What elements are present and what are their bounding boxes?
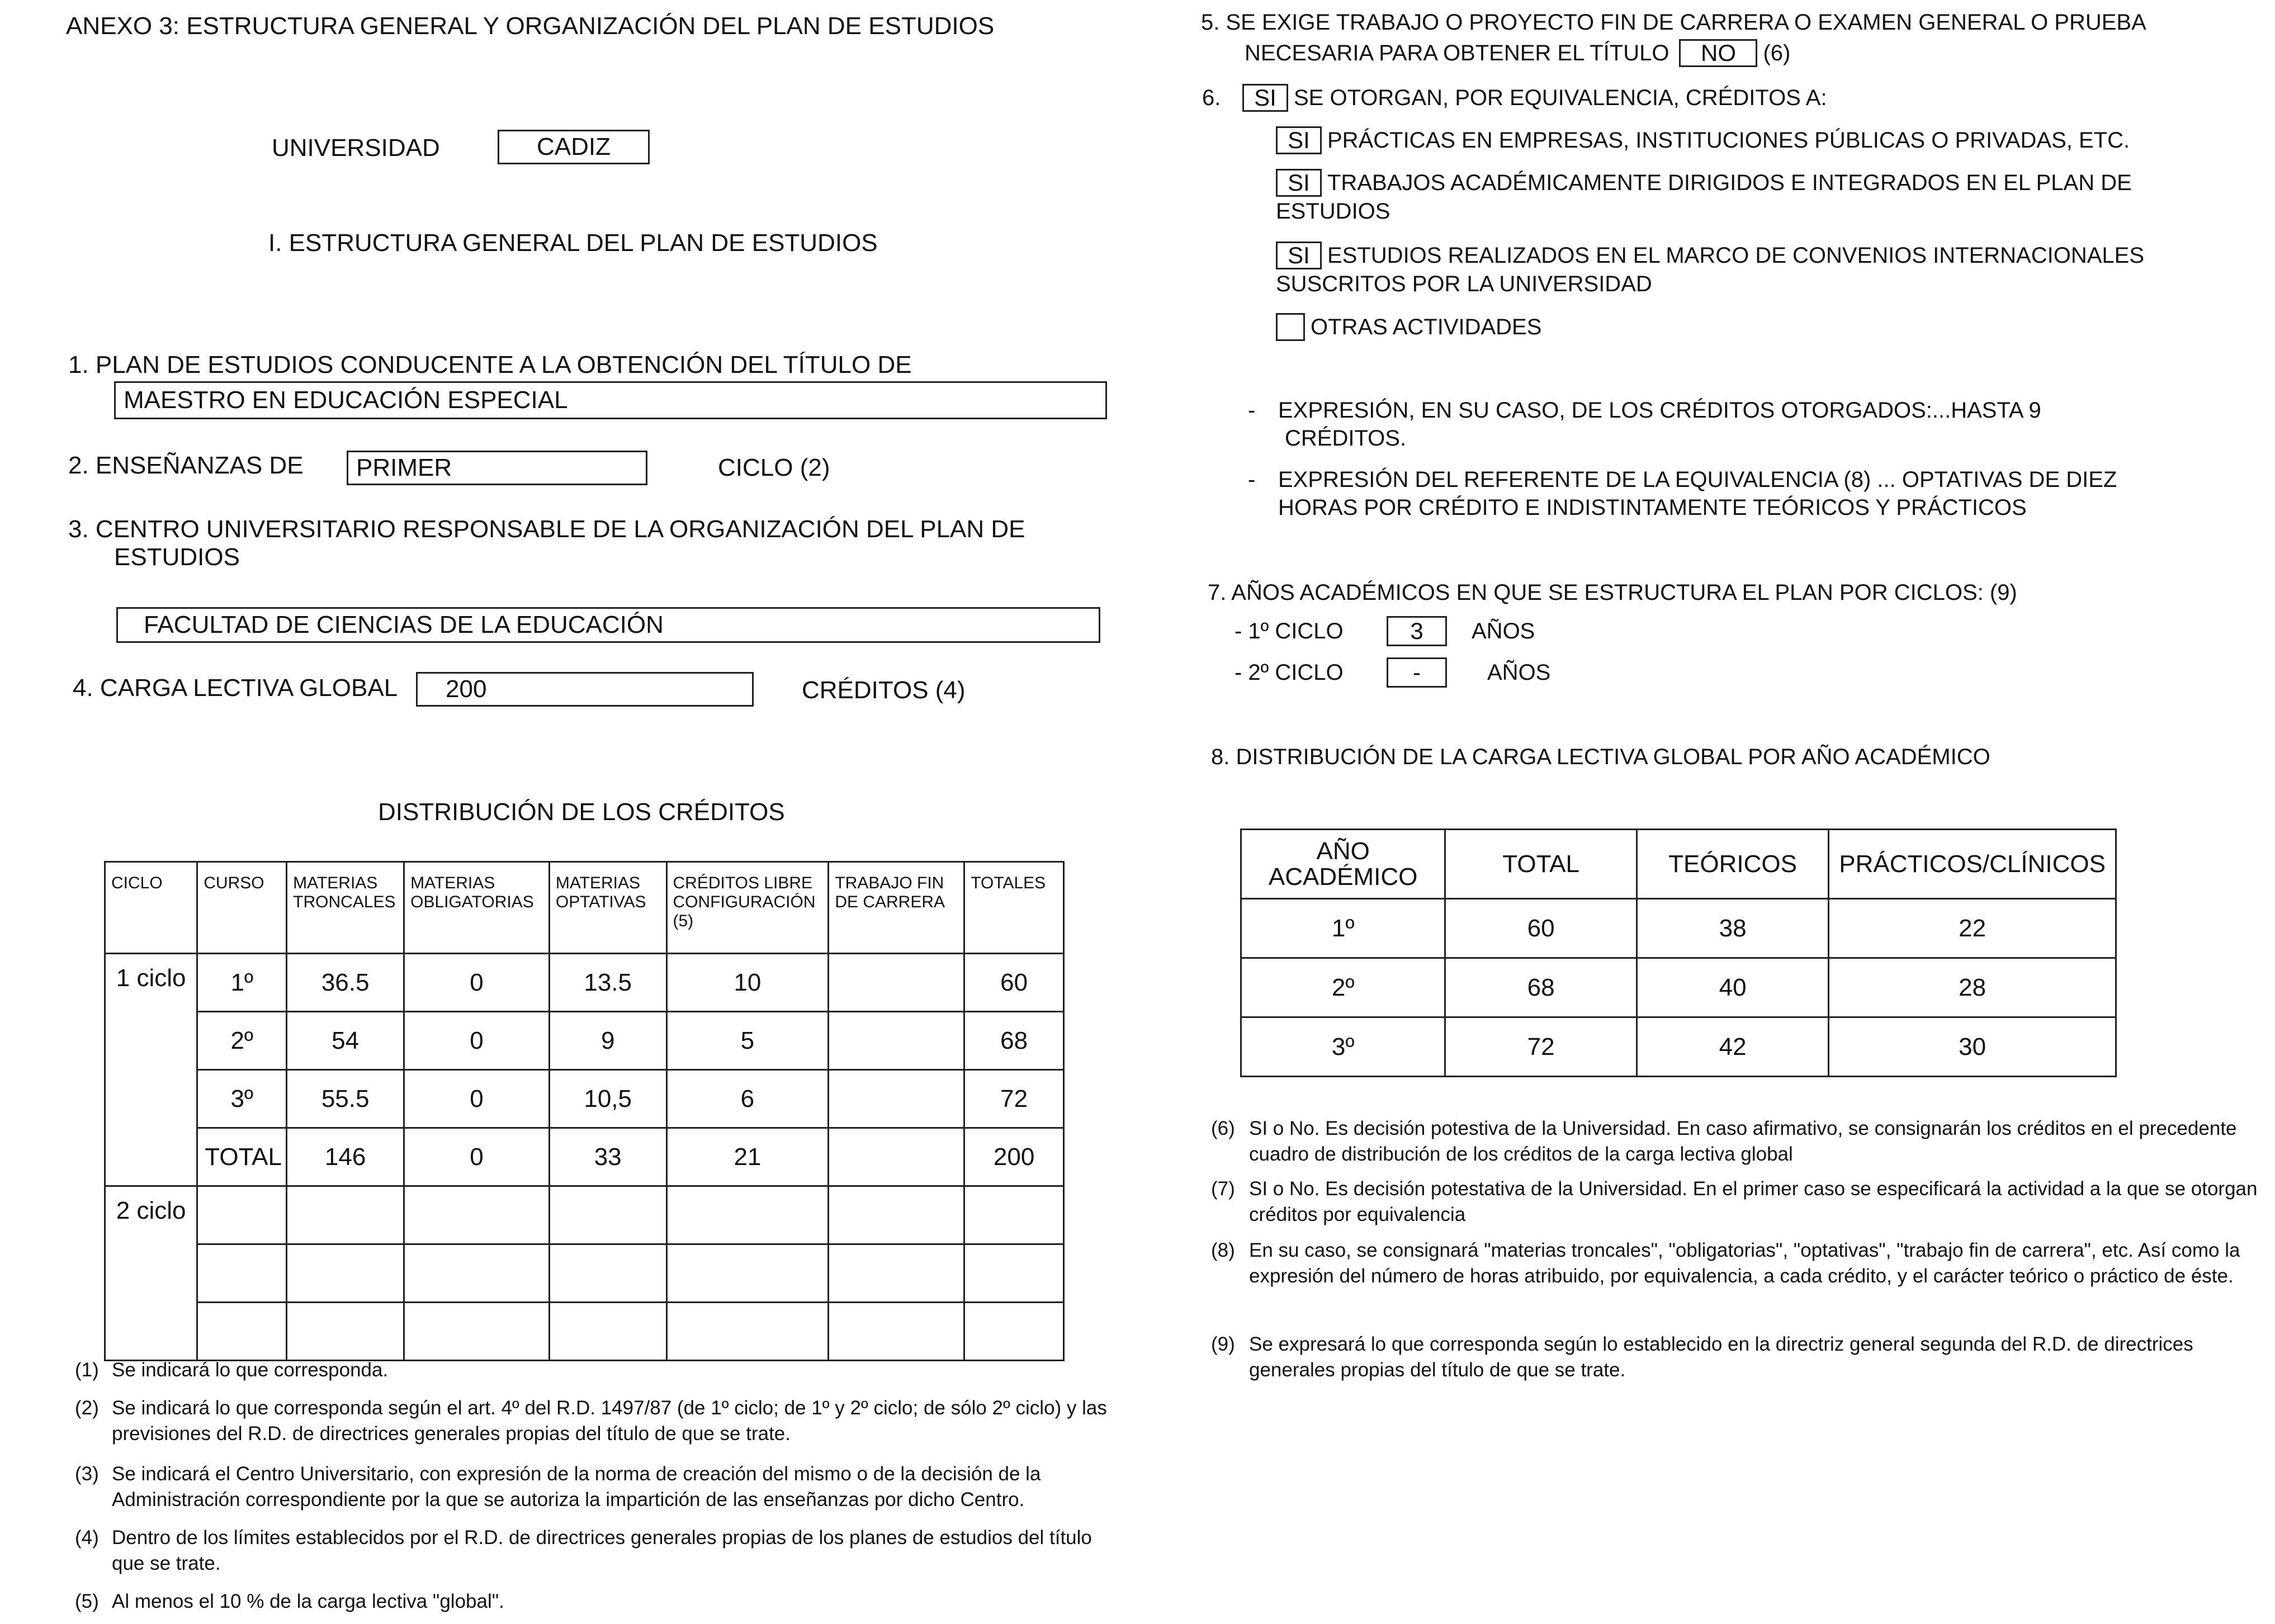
distribution-title: DISTRIBUCIÓN DE LOS CRÉDITOS [378,798,785,826]
table-cell: 21 [666,1128,829,1186]
table-cell: 3º [1241,1017,1445,1077]
equiv-trabajos-field [1276,169,1322,197]
table-cell [829,1012,964,1070]
table-cell [287,1244,404,1303]
expr2-dash: - [1248,467,1256,492]
center-field [116,607,1100,643]
table-cell [829,1244,964,1303]
item5-text: NECESARIA PARA OBTENER EL TÍTULO [1245,40,1669,65]
cycle1-unit: AÑOS [1472,618,1535,643]
table-cell: 55.5 [287,1070,404,1128]
item2-label: 2. ENSEÑANZAS DE [68,452,304,479]
table-cell: 146 [287,1128,404,1186]
credit-load-field [416,672,754,707]
cycle1-label: - 1º CICLO [1235,618,1344,643]
table-row-total [105,1128,1064,1186]
teaching-cycle-value: PRIMER [356,454,452,481]
footnote-number: (5) [75,1590,99,1612]
degree-title-field [114,381,1107,419]
footnote-number: (3) [75,1463,99,1485]
ciclo-1-cell: 1 ciclo [105,954,197,1186]
table-cell: 68 [1445,958,1637,1017]
footnote-7 [1211,1176,2262,1228]
table-cell [964,1303,1064,1361]
expr1-line2: CRÉDITOS. [1285,426,1407,451]
table-cell [829,954,964,1012]
equiv-convenios-label: ESTUDIOS REALIZADOS EN EL MARCO DE CONVENIOS INTERNACIONALES [1327,243,2145,268]
degree-title-value: MAESTRO EN EDUCACIÓN ESPECIAL [124,386,568,414]
equiv-otras-field [1276,313,1305,341]
table-row [105,1244,1064,1303]
credits-table [104,861,1065,1361]
table-cell [287,1303,404,1361]
header-optativas: MATERIAS OPTATIVAS [549,862,666,954]
header-ciclo: CICLO [105,862,197,954]
cycle2-row [1235,657,1550,688]
table-cell: 1º [1241,899,1445,958]
table-row [105,954,1064,1012]
equiv-convenios-label-cont: SUSCRITOS POR LA UNIVERSIDAD [1276,272,1652,296]
equiv-otras [1276,313,1541,341]
table-cell [549,1244,666,1303]
table-cell [197,1244,287,1303]
credits-header-row [105,862,1064,954]
footnote-2 [75,1395,1115,1447]
header-practicos: PRÁCTICOS/CLÍNICOS [1829,830,2116,899]
table-cell: 0 [404,954,550,1012]
table-row [105,1303,1064,1361]
header-totales: TOTALES [964,862,1064,954]
university-value: CADIZ [537,133,611,160]
center-value: FACULTAD DE CIENCIAS DE LA EDUCACIÓN [144,611,664,638]
expr1-dash: - [1248,398,1256,423]
header-total: TOTAL [1445,830,1637,899]
table-row [105,1070,1064,1128]
header-obligatorias: MATERIAS OBLIGATORIAS [404,862,550,954]
footnote-8 [1211,1238,2262,1289]
table-cell [549,1303,666,1361]
table-row [105,1186,1064,1244]
table-cell: 13.5 [549,954,666,1012]
expr1-line1: EXPRESIÓN, EN SU CASO, DE LOS CRÉDITOS OTORGADOS:...HASTA 9 [1278,398,2041,423]
table-cell: 3º [197,1070,287,1128]
item6-row [1202,84,1827,112]
table-cell: 0 [404,1128,550,1186]
table-row [1241,958,2116,1017]
ciclo-2-cell: 2 ciclo [105,1186,197,1361]
item6-label: SE OTORGAN, POR EQUIVALENCIA, CRÉDITOS A: [1294,85,1827,110]
table-cell [197,1186,287,1244]
cycle2-unit: AÑOS [1487,660,1551,685]
table-row [1241,1017,2116,1077]
footnote-text: SI o No. Es decisión potestiva de la Universidad. En caso afirmativo, se consignarán los créditos en el precedente cuadro de distribución de los créditos de la carga lectiva global [1249,1118,2237,1165]
table-cell: 28 [1829,958,2116,1017]
equiv-trabajos [1276,169,2132,197]
table-cell: 42 [1637,1017,1828,1077]
footnote-4 [75,1525,1115,1576]
table-cell [666,1186,829,1244]
cycle2-years-value: - [1413,659,1421,685]
total-label-cell: TOTAL [197,1128,287,1186]
equiv-trabajos-value: SI [1288,169,1310,196]
cycle1-years-field [1387,616,1447,646]
footnote-number: (1) [75,1359,99,1381]
cycle1-row [1235,616,1535,646]
item2-suffix: CICLO (2) [718,454,830,481]
footnote-text: En su caso, se consignará "materias troncales", "obligatorias", "optativas", "trabajo fin de carrera", etc. Así como la expresión del número de horas atribuido, por equivalencia, a cada crédito, y el carácter teórico o práctico de éste. [1249,1239,2240,1287]
equiv-practicas-value: SI [1288,127,1310,153]
table-cell [404,1186,550,1244]
teaching-cycle-field [347,451,647,485]
credit-load-value: 200 [446,675,487,703]
equiv-practicas [1276,126,2130,154]
table-cell: 72 [1445,1017,1637,1077]
university-label: UNIVERSIDAD [272,134,440,162]
table-cell: 60 [1445,899,1637,958]
cycle1-years-value: 3 [1410,618,1423,644]
header-trabajo-fin: TRABAJO FIN DE CARRERA [829,862,964,954]
footnote-number: (7) [1211,1178,1235,1200]
degree-requirement-field [1679,39,1757,67]
table-cell: 30 [1829,1017,2116,1077]
footnote-number: (4) [75,1527,99,1549]
footnote-5 [75,1589,1115,1614]
header-libre-configuracion: CRÉDITOS LIBRE CONFIGURACIÓN (5) [666,862,829,954]
footnote-text: Se indicará lo que corresponda según el art. 4º del R.D. 1497/87 (de 1º ciclo; de 1º y 2º ciclo; de sólo 2º ciclo) y las previsiones del R.D. de directrices generales propias del título de que se trate. [112,1397,1107,1445]
table-cell: 54 [287,1012,404,1070]
equiv-convenios-field [1276,242,1322,269]
cycle2-label: - 2º CICLO [1235,660,1344,685]
table-cell: 200 [964,1128,1064,1186]
item6-number: 6. [1202,85,1221,110]
item3-label-cont: ESTUDIOS [114,543,240,571]
footnote-text: Dentro de los límites establecidos por el R.D. de directrices generales propias de los planes de estudios del título que se trate. [112,1527,1092,1574]
item4-suffix: CRÉDITOS (4) [802,676,966,704]
table-row [1241,899,2116,958]
equiv-practicas-label: PRÁCTICAS EN EMPRESAS, INSTITUCIONES PÚBLICAS O PRIVADAS, ETC. [1327,127,2130,153]
table-cell [829,1186,964,1244]
table-cell [404,1244,550,1303]
footnote-number: (9) [1211,1333,1235,1355]
footnote-text: SI o No. Es decisión potestativa de la Universidad. En el primer caso se especificará la actividad a la que se otorgan créditos por equivalencia [1249,1178,2258,1225]
table-cell [829,1070,964,1128]
degree-requirement-value: NO [1700,40,1736,66]
equiv-otras-label: OTRAS ACTIVIDADES [1311,314,1542,339]
header-curso: CURSO [197,862,287,954]
item5-line1: 5. SE EXIGE TRABAJO O PROYECTO FIN DE CARRERA O EXAMEN GENERAL O PRUEBA [1201,10,2146,35]
item8-label: 8. DISTRIBUCIÓN DE LA CARGA LECTIVA GLOBAL POR AÑO ACADÉMICO [1211,745,1990,769]
table-cell: 22 [1829,899,2116,958]
equiv-convenios-value: SI [1288,242,1310,268]
footnote-text: Al menos el 10 % de la carga lectiva "global". [112,1590,504,1612]
table-cell: 33 [549,1128,666,1186]
table-cell: 10 [666,954,829,1012]
table-cell: 38 [1637,899,1828,958]
table-cell: 0 [404,1012,550,1070]
footnote-text: Se indicará el Centro Universitario, con expresión de la norma de creación del mismo o de la decisión de la Administración correspondiente por la que se autoriza la impartición de las enseñanzas por dicho Centro. [112,1463,1041,1511]
table-cell: 36.5 [287,954,404,1012]
year-distribution-table [1240,828,2117,1077]
table-cell [549,1186,666,1244]
footnote-9 [1211,1332,2262,1383]
table-cell: 2º [197,1012,287,1070]
section-title: I. ESTRUCTURA GENERAL DEL PLAN DE ESTUDIOS [268,229,878,257]
table-cell: 9 [549,1012,666,1070]
header-ano-academico: AÑO ACADÉMICO [1241,830,1445,899]
header-troncales: MATERIAS TRONCALES [287,862,404,954]
year-header-row [1241,830,2116,899]
table-cell: 2º [1241,958,1445,1017]
equiv-practicas-field [1276,126,1322,154]
table-cell: 68 [964,1012,1064,1070]
annex-title: ANEXO 3: ESTRUCTURA GENERAL Y ORGANIZACIÓN DEL PLAN DE ESTUDIOS [66,12,995,40]
table-cell: 1º [197,954,287,1012]
table-cell: 40 [1637,958,1828,1017]
table-cell: 5 [666,1012,829,1070]
cycle2-years-field [1387,657,1447,688]
table-cell [666,1303,829,1361]
table-cell [666,1244,829,1303]
expr2-line1: EXPRESIÓN DEL REFERENTE DE LA EQUIVALENCIA (8) ... OPTATIVAS DE DIEZ [1278,467,2117,492]
table-cell: 72 [964,1070,1064,1128]
header-teoricos: TEÓRICOS [1637,830,1828,899]
item4-label: 4. CARGA LECTIVA GLOBAL [73,674,398,702]
table-cell [404,1303,550,1361]
equivalence-value: SI [1254,84,1276,111]
item5-note: (6) [1763,40,1791,65]
expr2-line2: HORAS POR CRÉDITO E INDISTINTAMENTE TEÓRICOS Y PRÁCTICOS [1278,495,2027,520]
table-cell [964,1186,1064,1244]
footnote-number: (6) [1211,1118,1235,1139]
footnote-text: Se indicará lo que corresponda. [112,1359,389,1381]
item1-label: 1. PLAN DE ESTUDIOS CONDUCENTE A LA OBTENCIÓN DEL TÍTULO DE [68,351,912,378]
item3-label: 3. CENTRO UNIVERSITARIO RESPONSABLE DE LA ORGANIZACIÓN DEL PLAN DE [68,515,1025,543]
item5-line2 [1245,39,1790,67]
footnote-number: (2) [75,1397,99,1419]
table-cell [829,1128,964,1186]
table-row [105,1012,1064,1070]
footnote-number: (8) [1211,1239,1235,1261]
table-cell: 0 [404,1070,550,1128]
item7-label: 7. AÑOS ACADÉMICOS EN QUE SE ESTRUCTURA EL PLAN POR CICLOS: (9) [1208,580,2017,605]
footnote-3 [75,1461,1115,1513]
table-cell: 60 [964,954,1064,1012]
equiv-trabajos-label-cont: ESTUDIOS [1276,199,1390,224]
university-field [498,130,650,164]
table-cell [197,1303,287,1361]
equiv-trabajos-label: TRABAJOS ACADÉMICAMENTE DIRIGIDOS E INTEGRADOS EN EL PLAN DE [1327,170,2132,195]
footnote-1 [75,1357,1115,1383]
equivalence-field [1242,84,1288,112]
equiv-convenios [1276,242,2144,269]
table-cell [829,1303,964,1361]
footnote-6 [1211,1116,2262,1167]
table-cell: 6 [666,1070,829,1128]
footnote-text: Se expresará lo que corresponda según lo establecido en la directriz general segunda del R.D. de directrices generales propias del título de que se trate. [1249,1333,2193,1381]
table-cell [287,1186,404,1244]
table-cell [964,1244,1064,1303]
table-cell: 10,5 [549,1070,666,1128]
